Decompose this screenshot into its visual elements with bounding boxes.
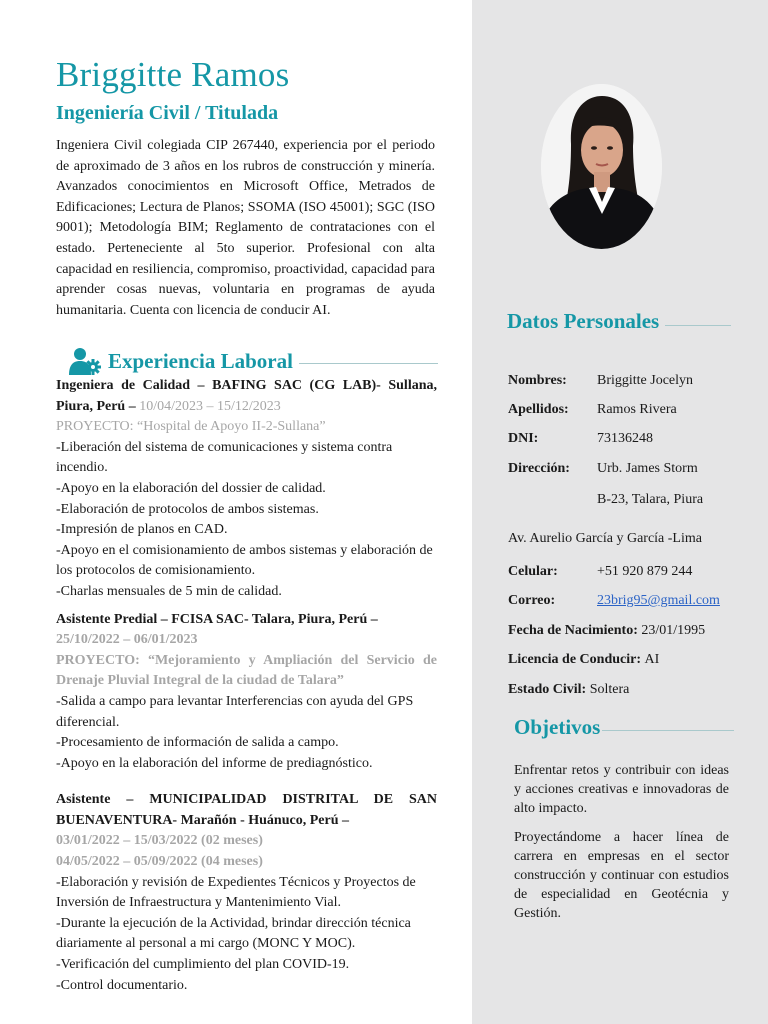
value-apellidos: Ramos Rivera <box>597 401 677 417</box>
job-task: -Apoyo en el comisionamiento de ambos sistemas y elaboración de los protocolos de comisionamiento. <box>56 542 433 579</box>
value-estado: Soltera <box>589 681 630 697</box>
portrait-illustration <box>541 84 662 249</box>
candidate-name: Briggitte Ramos <box>56 55 290 94</box>
objectives-heading <box>514 715 734 740</box>
row-dni <box>508 425 748 454</box>
job-task: -Durante la ejecución de la Actividad, brindar dirección técnica diariamente al personal a mi cargo (MONC Y MOC). <box>56 915 411 952</box>
row-licencia <box>508 645 748 675</box>
job-title <box>56 376 437 417</box>
worker-gear-icon <box>68 346 102 376</box>
objectives-text <box>514 761 729 933</box>
experience-divider <box>299 363 438 364</box>
job-task: -Liberación del sistema de comunicaciones y sistema contra incendio. <box>56 439 393 476</box>
job-task: -Control documentario. <box>56 977 188 993</box>
label-celular: Celular: <box>508 563 558 579</box>
personal-title: Datos Personales <box>507 309 660 333</box>
job-title: Asistente Predial – FCISA SAC- Talara, Piura, Perú – <box>56 611 378 627</box>
value-nombres: Briggitte Jocelyn <box>597 372 694 388</box>
row-direccion-2 <box>508 483 748 517</box>
row-direccion <box>508 454 748 483</box>
label-correo: Correo: <box>508 593 556 609</box>
email-link[interactable]: 23brig95@gmail.com <box>597 593 720 609</box>
experience-title: Experiencia Laboral <box>108 348 293 373</box>
row-nombres <box>508 366 748 395</box>
label-nombres: Nombres: <box>508 372 567 388</box>
objectives-title: Objetivos <box>514 715 601 739</box>
row-correo <box>508 586 748 615</box>
job-task: -Apoyo en la elaboración del dossier de calidad. <box>56 480 326 496</box>
row-celular <box>508 557 748 586</box>
row-apellidos <box>508 395 748 424</box>
job-task: -Procesamiento de información de salida a campo. <box>56 735 339 751</box>
job-entry <box>56 376 437 603</box>
job-title: Asistente – MUNICIPALIDAD DISTRITAL DE SAN BUENAVENTURA- Marañón - Huánuco, Perú – <box>56 792 437 828</box>
job-entry <box>56 610 437 775</box>
value-dni: 73136248 <box>597 431 653 447</box>
objectives-divider <box>602 730 734 731</box>
job-task: -Charlas mensuales de 5 min de calidad. <box>56 583 282 599</box>
job-dates: 10/04/2023 – 15/12/2023 <box>139 398 281 414</box>
value-nacimiento: 23/01/1995 <box>641 622 706 638</box>
profile-photo <box>541 84 662 249</box>
job-project: PROYECTO: “Hospital de Apoyo II-2-Sullana” <box>56 419 326 435</box>
job-dates-second: 04/05/2022 – 05/09/2022 (04 meses) <box>56 854 263 870</box>
objective-paragraph: Enfrentar retos y contribuir con ideas y acciones creativas e innovadoras de alto impacto. <box>514 763 729 817</box>
value-licencia: AI <box>644 652 660 668</box>
label-estado: Estado Civil: <box>508 681 587 697</box>
personal-heading <box>507 309 731 334</box>
job-task: -Impresión de planos en CAD. <box>56 522 228 538</box>
row-nacimiento <box>508 616 748 646</box>
job-task: -Elaboración de protocolos de ambos sistemas. <box>56 501 319 517</box>
row-direccion-3 <box>508 517 748 557</box>
candidate-title: Ingeniería Civil / Titulada <box>56 102 279 124</box>
value-direccion-2: B-23, Talara, Piura <box>597 492 704 508</box>
job-dates: 03/01/2022 – 15/03/2022 (02 meses) <box>56 833 263 849</box>
job-title-text: Ingeniera de Calidad – BAFING SAC (CG LAB)- Sullana, Piura, Perú – <box>56 378 437 414</box>
personal-details <box>508 366 748 704</box>
job-dates: 25/10/2022 – 06/01/2023 <box>56 632 198 648</box>
objective-paragraph: Proyectándome a hacer línea de carrera en empresas en el sector construcción y continuar con estudios de especialidad en Geotécnia y Gestión. <box>514 829 729 922</box>
label-nacimiento: Fecha de Nacimiento: <box>508 622 638 638</box>
label-apellidos: Apellidos: <box>508 401 569 417</box>
job-task: -Verificación del cumplimiento del plan COVID-19. <box>56 957 350 973</box>
job-task: -Apoyo en la elaboración del informe de prediagnóstico. <box>56 755 373 771</box>
label-dni: DNI: <box>508 431 539 447</box>
job-entry <box>56 790 437 996</box>
experience-heading <box>68 346 438 376</box>
value-celular: +51 920 879 244 <box>597 563 693 579</box>
job-project: PROYECTO: “Mejoramiento y Ampliación del Servicio de Drenaje Pluvial Integral de la ciudad de Talara” <box>56 652 437 689</box>
job-task: -Salida a campo para levantar Interferencias con ayuda del GPS diferencial. <box>56 693 414 730</box>
value-direccion: Urb. James Storm <box>597 460 698 476</box>
label-direccion: Dirección: <box>508 460 570 476</box>
value-direccion-3: Av. Aurelio García y García -Lima <box>508 531 702 547</box>
job-task: -Elaboración y revisión de Expedientes Técnicos y Proyectos de Inversión de Infraestructura y Mantenimiento Vial. <box>56 874 416 911</box>
personal-divider <box>665 325 731 326</box>
label-licencia: Licencia de Conducir: <box>508 652 641 668</box>
experience-list <box>56 376 437 1003</box>
row-estado <box>508 675 748 705</box>
profile-summary: Ingeniera Civil colegiada CIP 267440, experiencia por el periodo de aproximado de 3 años en los rubros de construcción y minería. Avanzados conocimientos en Microsoft Office, Metrados de Edificaciones; Lectura de Planos; SSOMA (ISO 45001); SGC (ISO 9001); Metodología BIM; Reglamento de contrataciones con el estado. Perteneciente al 5to superior. Profesional con alta capacidad en resiliencia, compromiso, proactividad, capacidad para aprender cosas nuevas, voluntaria en programas de ayuda humanitaria. Cuenta con licencia de conducir AI. <box>56 138 435 318</box>
